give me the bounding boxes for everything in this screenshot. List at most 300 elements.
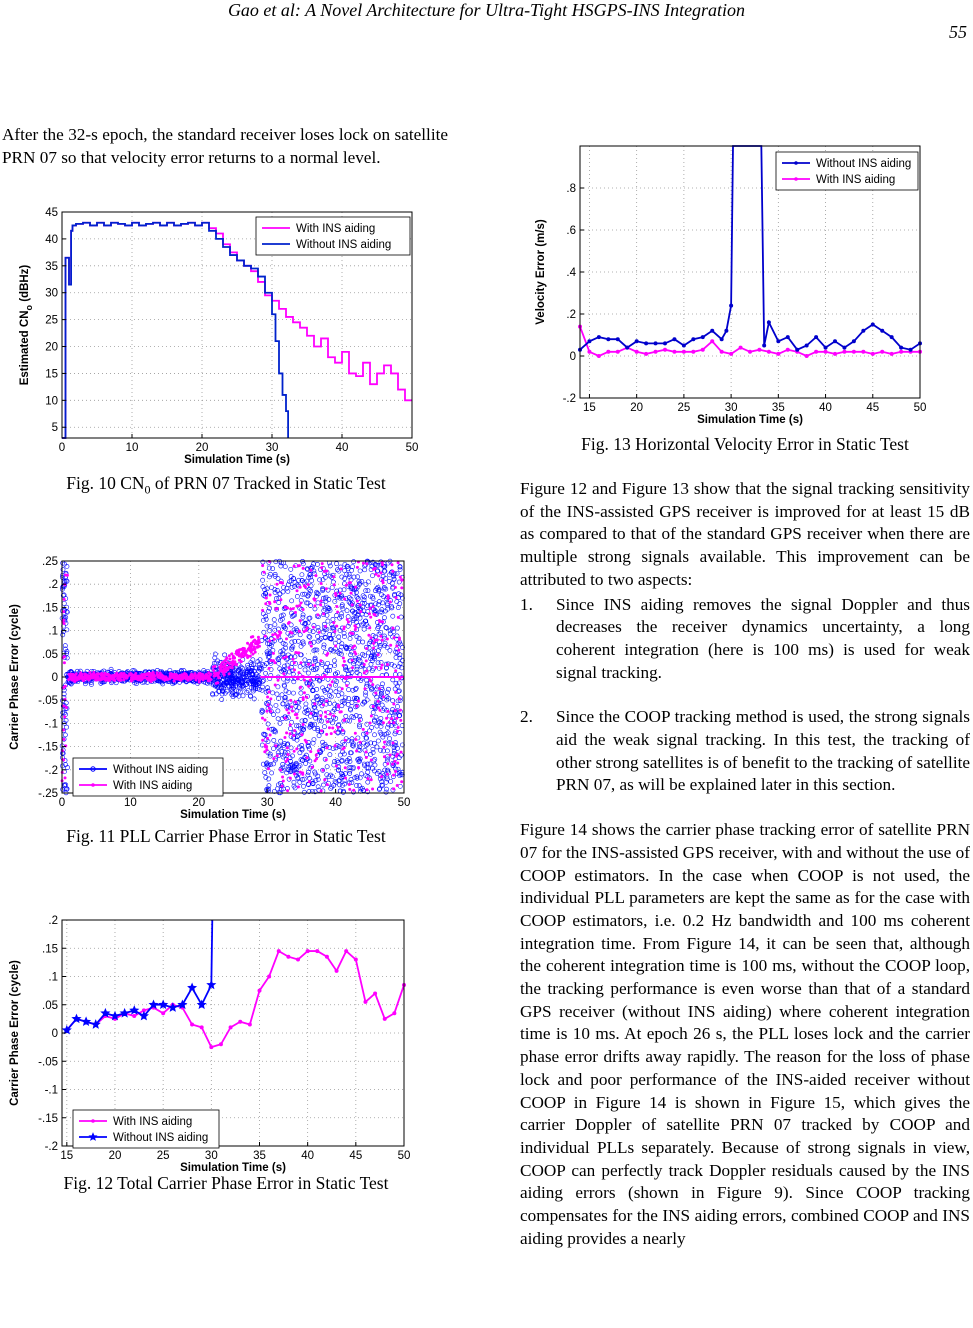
marker-with-ins	[373, 991, 377, 995]
scatter-point-with-ins	[230, 661, 233, 664]
scatter-point-with-ins	[286, 789, 289, 792]
marker-without-ins	[767, 320, 771, 324]
scatter-point-with-ins	[382, 581, 385, 584]
scatter-point-with-ins	[269, 733, 272, 736]
scatter-point-with-ins	[341, 729, 344, 732]
scatter-point-with-ins	[261, 717, 264, 720]
scatter-point-with-ins	[393, 636, 396, 639]
scatter-point-with-ins	[77, 675, 80, 678]
figure-13-chart	[528, 138, 930, 433]
scatter-point-with-ins	[363, 687, 366, 690]
scatter-point-with-ins	[248, 644, 251, 647]
scatter-point-with-ins	[356, 600, 359, 603]
scatter-point-with-ins	[300, 733, 303, 736]
scatter-point-with-ins	[315, 753, 318, 756]
scatter-point-with-ins	[68, 677, 71, 680]
y-tick-label: .2	[48, 915, 58, 927]
scatter-point-with-ins	[366, 777, 369, 780]
marker-without-ins	[710, 329, 714, 333]
x-tick-label: 40	[819, 402, 832, 414]
scatter-point-with-ins	[90, 676, 93, 679]
marker-with-ins	[899, 350, 903, 354]
y-tick-label: 0	[51, 1028, 58, 1040]
scatter-point-with-ins	[325, 587, 328, 590]
scatter-point-with-ins	[331, 727, 334, 730]
scatter-point-with-ins	[386, 773, 389, 776]
scatter-point-with-ins	[330, 732, 333, 735]
scatter-point-with-ins	[307, 685, 310, 688]
marker-without-ins	[795, 348, 799, 352]
marker-with-ins	[296, 958, 300, 962]
scatter-point-with-ins	[245, 654, 248, 657]
fig10-caption-pre: Fig. 10 CN	[66, 473, 145, 493]
x-tick-label: 30	[724, 402, 738, 414]
aspect-number: 1.	[520, 594, 533, 614]
scatter-point-with-ins	[279, 769, 282, 772]
scatter-point-with-ins	[265, 710, 268, 713]
y-tick-label: -.1	[44, 718, 58, 731]
scatter-point-with-ins	[281, 582, 284, 585]
scatter-point-with-ins	[354, 628, 357, 631]
scatter-point-with-ins	[63, 661, 66, 664]
scatter-point-with-ins	[198, 680, 201, 683]
scatter-point-with-ins	[315, 757, 318, 760]
scatter-point-with-ins	[386, 637, 389, 640]
scatter-point-with-ins	[386, 710, 389, 713]
scatter-point-with-ins	[379, 635, 382, 638]
scatter-point-with-ins	[103, 677, 106, 680]
y-tick-label: -.05	[38, 695, 58, 708]
x-tick-label: 10	[124, 797, 137, 809]
scatter-point-with-ins	[274, 684, 277, 687]
x-tick-label: 30	[204, 1150, 218, 1162]
scatter-point-with-ins	[319, 603, 322, 606]
y-tick-label: .1	[48, 971, 58, 984]
scatter-point-with-ins	[312, 626, 315, 629]
scatter-point-with-ins	[322, 703, 325, 706]
marker-without-ins	[587, 339, 591, 343]
scatter-point-with-ins	[321, 562, 324, 565]
y-axis-label: Velocity Error (m/s)	[535, 219, 547, 325]
scatter-point-with-ins	[122, 675, 125, 678]
scatter-point-with-ins	[286, 746, 289, 749]
marker-with-ins	[663, 348, 667, 352]
y-tick-label: -.05	[38, 1056, 58, 1069]
scatter-point-with-ins	[61, 749, 64, 752]
scatter-point-with-ins	[377, 700, 380, 703]
scatter-point-with-ins	[287, 711, 290, 714]
scatter-point-with-ins	[365, 669, 368, 672]
scatter-point-with-ins	[354, 738, 357, 741]
y-tick-label: .6	[566, 225, 576, 237]
scatter-point-with-ins	[389, 754, 392, 757]
scatter-point-with-ins	[299, 602, 302, 605]
scatter-point-with-ins	[73, 680, 76, 683]
scatter-point-with-ins	[335, 625, 338, 628]
scatter-point-with-ins	[332, 714, 335, 717]
scatter-point-with-ins	[372, 646, 375, 649]
scatter-point-with-ins	[269, 594, 272, 597]
marker-with-ins	[871, 352, 875, 356]
legend-marker	[794, 161, 798, 165]
scatter-point-with-ins	[242, 651, 245, 654]
marker-with-ins	[325, 955, 329, 959]
y-tick-label: -.1	[44, 1084, 58, 1097]
scatter-point-with-ins	[261, 609, 264, 612]
scatter-point-with-ins	[320, 729, 323, 732]
scatter-point-with-ins	[281, 785, 284, 788]
scatter-point-with-ins	[389, 600, 392, 603]
aspect-number: 2.	[520, 707, 533, 727]
scatter-point-with-ins	[383, 741, 386, 744]
marker-with-ins	[729, 352, 733, 356]
scatter-point-with-ins	[396, 784, 399, 787]
scatter-point-with-ins	[372, 642, 375, 645]
scatter-point-with-ins	[332, 621, 335, 624]
marker-with-ins	[691, 350, 695, 354]
scatter-point-with-ins	[312, 663, 315, 666]
scatter-point-with-ins	[276, 754, 279, 757]
figure-12-caption: Fig. 12 Total Carrier Phase Error in Static Test	[63, 1173, 389, 1193]
scatter-point-with-ins	[368, 626, 371, 629]
scatter-point-with-ins	[289, 699, 292, 702]
scatter-point-with-ins	[357, 766, 360, 769]
marker-with-ins	[739, 346, 743, 350]
scatter-point-with-ins	[292, 734, 295, 737]
scatter-point-with-ins	[286, 607, 289, 610]
scatter-point-with-ins	[365, 788, 368, 791]
scatter-point-with-ins	[263, 750, 266, 753]
scatter-point-with-ins	[213, 665, 216, 668]
scatter-point-with-ins	[278, 630, 281, 633]
scatter-point-with-ins	[323, 570, 326, 573]
scatter-point-with-ins	[394, 709, 397, 712]
scatter-point-with-ins	[368, 678, 371, 681]
scatter-point-with-ins	[299, 586, 302, 589]
scatter-point-with-ins	[108, 679, 111, 682]
scatter-point-with-ins	[286, 758, 289, 761]
scatter-point-with-ins	[285, 731, 288, 734]
marker-without-ins	[691, 337, 695, 341]
scatter-point-with-ins	[320, 582, 323, 585]
scatter-point-with-ins	[147, 677, 150, 680]
scatter-point-with-ins	[145, 673, 148, 676]
scatter-point-with-ins	[329, 684, 332, 687]
scatter-point-with-ins	[64, 685, 67, 688]
scatter-point-with-ins	[88, 671, 91, 674]
intro-paragraph: After the 32-s epoch, the standard receiver loses lock on satellite PRN 07 so that velocity error returns to a normal level.	[2, 125, 448, 167]
y-tick-label: .4	[566, 267, 576, 279]
figure-11-caption: Fig. 11 PLL Carrier Phase Error in Static Test	[66, 826, 386, 846]
marker-with-ins	[654, 350, 658, 354]
scatter-point-with-ins	[365, 756, 368, 759]
marker-with-ins	[852, 350, 856, 354]
scatter-point-with-ins	[372, 613, 375, 616]
scatter-point-with-ins	[194, 678, 197, 681]
marker-without-ins	[852, 339, 856, 343]
marker-without-ins	[814, 335, 818, 339]
scatter-point-with-ins	[238, 654, 241, 657]
marker-with-ins	[880, 350, 884, 354]
scatter-point-with-ins	[386, 762, 389, 765]
y-tick-label: -.2	[44, 1141, 58, 1153]
scatter-point-with-ins	[302, 723, 305, 726]
scatter-point-with-ins	[383, 755, 386, 758]
scatter-point-with-ins	[296, 716, 299, 719]
marker-without-ins	[871, 323, 875, 327]
scatter-point-with-ins	[314, 574, 317, 577]
scatter-point-with-ins	[398, 697, 401, 700]
scatter-point-with-ins	[170, 674, 173, 677]
scatter-point-with-ins	[370, 636, 373, 639]
scatter-point-with-ins	[272, 652, 275, 655]
scatter-point-with-ins	[62, 738, 65, 741]
y-axis-label: Carrier Phase Error (cycle)	[9, 604, 21, 750]
scatter-point-with-ins	[298, 630, 301, 633]
scatter-point-with-ins	[275, 583, 278, 586]
marker-with-ins	[267, 975, 271, 979]
scatter-point-with-ins	[264, 719, 267, 722]
scatter-point-with-ins	[351, 659, 354, 662]
marker-with-ins	[833, 352, 837, 356]
scatter-point-with-ins	[63, 715, 66, 718]
marker-without-ins	[762, 344, 766, 348]
scatter-point-with-ins	[264, 743, 267, 746]
marker-without-ins	[890, 335, 894, 339]
aspect-text: Since INS aiding removes the signal Doppler and thus decreases the receiver dynamics uncertainty, a long coherent integration (here is 100 ms) is used for weak signal tracking.	[556, 594, 970, 682]
scatter-point-with-ins	[359, 610, 362, 613]
scatter-point-with-ins	[142, 673, 145, 676]
scatter-point-with-ins	[367, 634, 370, 637]
scatter-point-with-ins	[359, 741, 362, 744]
scatter-point-with-ins	[349, 581, 352, 584]
scatter-point-with-ins	[268, 639, 271, 642]
scatter-point-with-ins	[309, 641, 312, 644]
right-paragraph-1: Figure 12 and Figure 13 show that the signal tracking sensitivity of the INS-assisted GPS receiver is improved for at least 15 dB as compared to that of the standard GPS receiver when there are multiple strong signals available. This improvement can be attributed to two aspects:	[520, 479, 970, 589]
scatter-point-with-ins	[232, 655, 235, 658]
scatter-point-with-ins	[394, 691, 397, 694]
marker-with-ins	[306, 949, 310, 953]
scatter-point-with-ins	[153, 673, 156, 676]
marker-with-ins	[861, 350, 865, 354]
legend-label: Without INS aiding	[816, 158, 912, 170]
scatter-point-with-ins	[302, 698, 305, 701]
marker-with-ins	[644, 352, 648, 356]
y-tick-label: -.15	[38, 1112, 58, 1125]
scatter-point-with-ins	[328, 726, 331, 729]
x-tick-label: 0	[58, 442, 66, 454]
scatter-point-with-ins	[394, 770, 397, 773]
scatter-point-with-ins	[343, 718, 346, 721]
scatter-point-with-ins	[212, 669, 215, 672]
scatter-point-with-ins	[319, 659, 322, 662]
scatter-point-with-ins	[319, 714, 322, 717]
scatter-point-with-ins	[293, 750, 296, 753]
scatter-point-with-ins	[228, 657, 231, 660]
scatter-point-with-ins	[325, 758, 328, 761]
marker-without-ins	[720, 337, 724, 341]
marker-with-ins	[720, 350, 724, 354]
marker-with-ins	[392, 1011, 396, 1015]
scatter-point-with-ins	[292, 607, 295, 610]
scatter-point-with-ins	[305, 741, 308, 744]
scatter-point-with-ins	[378, 687, 381, 690]
scatter-point-with-ins	[268, 560, 271, 563]
scatter-point-with-ins	[365, 659, 368, 662]
scatter-point-with-ins	[326, 720, 329, 723]
scatter-point-with-ins	[197, 674, 200, 677]
scatter-point-with-ins	[231, 666, 234, 669]
scatter-point-with-ins	[187, 676, 190, 679]
marker-with-ins	[190, 1023, 194, 1027]
scatter-point-with-ins	[391, 763, 394, 766]
left-column	[2, 124, 448, 169]
scatter-point-with-ins	[115, 674, 118, 677]
marker-with-ins	[616, 350, 620, 354]
aspect-item-2	[520, 706, 970, 797]
figure-10-chart	[0, 200, 440, 475]
scatter-point-with-ins	[297, 785, 300, 788]
scatter-point-with-ins	[392, 703, 395, 706]
marker-with-ins	[701, 348, 705, 352]
scatter-point-with-ins	[318, 631, 321, 634]
scatter-point-with-ins	[273, 638, 276, 641]
scatter-point-with-ins	[334, 744, 337, 747]
scatter-point-with-ins	[285, 708, 288, 711]
scatter-point-with-ins	[396, 753, 399, 756]
scatter-point-with-ins	[309, 679, 312, 682]
scatter-point-with-ins	[100, 674, 103, 677]
marker-with-ins	[672, 350, 676, 354]
scatter-point-with-ins	[351, 603, 354, 606]
scatter-point-with-ins	[201, 676, 204, 679]
marker-with-ins	[286, 955, 290, 959]
y-tick-label: 35	[45, 260, 58, 273]
scatter-point-with-ins	[180, 675, 183, 678]
y-tick-label: .25	[42, 556, 58, 568]
scatter-point-with-ins	[343, 746, 346, 749]
scatter-point-with-ins	[295, 747, 298, 750]
scatter-point-with-ins	[204, 676, 207, 679]
scatter-point-with-ins	[322, 612, 325, 615]
marker-without-ins	[776, 339, 780, 343]
scatter-point-with-ins	[295, 605, 298, 608]
scatter-point-with-ins	[291, 658, 294, 661]
scatter-point-with-ins	[399, 719, 402, 722]
marker-without-ins	[861, 329, 865, 333]
scatter-point-with-ins	[99, 677, 102, 680]
scatter-point-with-ins	[397, 649, 400, 652]
scatter-point-with-ins	[392, 787, 395, 790]
y-tick-label: 40	[45, 233, 58, 246]
scatter-point-with-ins	[377, 574, 380, 577]
scatter-point-with-ins	[396, 761, 399, 764]
scatter-point-with-ins	[269, 697, 272, 700]
scatter-point-with-ins	[228, 672, 231, 675]
y-tick-label: .8	[566, 183, 576, 195]
marker-with-ins	[229, 1025, 233, 1029]
x-axis-label: Simulation Time (s)	[184, 454, 290, 466]
scatter-point-with-ins	[287, 622, 290, 625]
scatter-point-with-ins	[231, 664, 234, 667]
scatter-point-with-ins	[391, 563, 394, 566]
y-tick-label: -.2	[562, 393, 576, 405]
scatter-point-with-ins	[370, 778, 373, 781]
y-tick-label: 45	[45, 207, 58, 219]
scatter-point-with-ins	[162, 675, 165, 678]
page-number: 55	[949, 22, 967, 42]
marker-without-ins	[724, 329, 728, 333]
marker-with-ins	[786, 348, 790, 352]
x-tick-label: 45	[866, 402, 880, 414]
scatter-point-with-ins	[298, 604, 301, 607]
fig10-caption-sub: 0	[144, 482, 151, 497]
scatter-point-with-ins	[358, 719, 361, 722]
x-tick-label: 20	[630, 402, 644, 414]
scatter-point-with-ins	[248, 649, 251, 652]
scatter-point-with-ins	[377, 653, 380, 656]
scatter-point-with-ins	[73, 674, 76, 677]
scatter-point-with-ins	[82, 676, 85, 679]
scatter-point-with-ins	[362, 562, 365, 565]
scatter-point-with-ins	[279, 598, 282, 601]
scatter-point-with-ins	[355, 749, 358, 752]
scatter-point-with-ins	[369, 722, 372, 725]
scatter-point-with-ins	[388, 721, 391, 724]
scatter-point-with-ins	[320, 566, 323, 569]
scatter-point-with-ins	[268, 707, 271, 710]
scatter-point-with-ins	[400, 780, 403, 783]
scatter-point-with-ins	[386, 663, 389, 666]
marker-with-ins	[805, 354, 809, 358]
y-tick-label: .15	[42, 943, 58, 956]
marker-with-ins	[597, 354, 601, 358]
marker-without-ins	[682, 344, 686, 348]
scatter-point-with-ins	[372, 568, 375, 571]
aspects-list	[520, 594, 970, 798]
x-tick-label: 40	[335, 442, 349, 454]
scatter-point-with-ins	[309, 750, 312, 753]
scatter-point-with-ins	[218, 676, 221, 679]
marker-with-ins	[238, 1020, 242, 1024]
scatter-point-with-ins	[276, 607, 279, 610]
x-tick-label: 20	[108, 1150, 122, 1162]
scatter-point-with-ins	[222, 671, 225, 674]
scatter-point-with-ins	[294, 713, 297, 716]
scatter-point-with-ins	[357, 700, 360, 703]
marker-without-ins	[635, 339, 639, 343]
x-tick-label: 20	[195, 442, 209, 454]
scatter-point-with-ins	[235, 652, 238, 655]
legend-marker	[91, 783, 95, 787]
running-head: Gao et al: A Novel Architecture for Ultra-Tight HSGPS-INS Integration	[227, 0, 746, 20]
marker-without-ins	[597, 335, 601, 339]
scatter-point-with-ins	[333, 730, 336, 733]
scatter-point-with-ins	[116, 677, 119, 680]
scatter-point-with-ins	[289, 608, 292, 611]
scatter-point-with-ins	[343, 660, 346, 663]
scatter-point-with-ins	[372, 705, 375, 708]
marker-with-ins	[842, 350, 846, 354]
x-tick-label: 40	[329, 797, 342, 809]
marker-with-ins	[890, 352, 894, 356]
x-tick-label: 15	[583, 402, 596, 414]
scatter-point-with-ins	[303, 630, 306, 633]
scatter-point-with-ins	[340, 567, 343, 570]
scatter-point-with-ins	[380, 775, 383, 778]
scatter-point-with-ins	[71, 678, 74, 681]
y-tick-label: -.15	[38, 741, 58, 754]
